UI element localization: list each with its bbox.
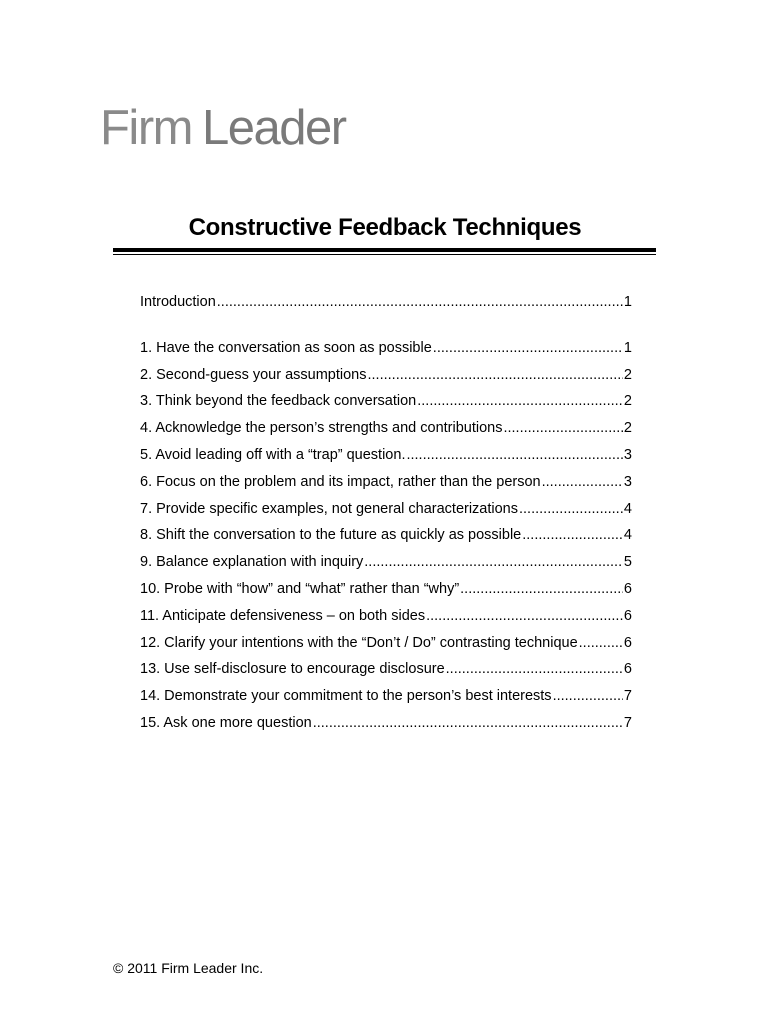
toc-entry-label: 4. Acknowledge the person’s strengths and contributions — [140, 420, 503, 437]
toc-entry-page: 4 — [623, 527, 632, 544]
toc-entry[interactable] — [140, 340, 632, 367]
toc-entry-label: 7. Provide specific examples, not general characterizations — [140, 500, 518, 517]
toc-dot-leader — [364, 554, 623, 570]
toc-entry-label: 15. Ask one more question — [140, 714, 312, 731]
toc-entry[interactable] — [140, 447, 632, 474]
toc-dot-leader — [217, 294, 623, 310]
toc-entry[interactable] — [140, 367, 632, 394]
toc-dot-leader — [426, 608, 623, 624]
table-of-contents — [140, 294, 632, 742]
title-rule-thin — [113, 254, 656, 255]
toc-entry-page: 4 — [623, 500, 632, 517]
toc-dot-leader — [579, 635, 623, 651]
toc-entry-page: 7 — [623, 688, 632, 705]
toc-entry-page: 2 — [623, 420, 632, 437]
toc-entry[interactable] — [140, 554, 632, 581]
toc-entry[interactable] — [140, 393, 632, 420]
toc-entry-label: 11. Anticipate defensiveness – on both sides — [140, 607, 426, 624]
toc-entry[interactable] — [140, 474, 632, 501]
toc-entry-label: 1. Have the conversation as soon as possible — [140, 339, 432, 356]
toc-entry-page: 1 — [623, 339, 632, 356]
toc-entry-page: 3 — [623, 473, 632, 490]
toc-dot-leader — [417, 393, 623, 409]
logo-firm-text: Firm — [100, 101, 192, 155]
toc-entry[interactable] — [140, 420, 632, 447]
toc-entry-page: 3 — [623, 446, 632, 463]
toc-entry-label: 12. Clarify your intentions with the “Don’t / Do” contrasting technique — [140, 634, 578, 651]
toc-dot-leader — [313, 715, 623, 731]
toc-dot-leader — [519, 501, 623, 517]
toc-entry-label: 2. Second-guess your assumptions — [140, 366, 367, 383]
toc-entry-page: 2 — [623, 366, 632, 383]
toc-entry[interactable] — [140, 608, 632, 635]
document-title: Constructive Feedback Techniques — [188, 214, 582, 241]
toc-dot-leader — [406, 447, 622, 463]
toc-entry-label: 8. Shift the conversation to the future as quickly as possible — [140, 527, 522, 544]
toc-entry-introduction[interactable] — [140, 294, 632, 321]
toc-dot-leader — [542, 474, 623, 490]
toc-entry-label: Introduction — [140, 294, 216, 310]
toc-entry-label: 5. Avoid leading off with a “trap” question. — [140, 446, 406, 463]
toc-dot-leader — [503, 420, 622, 436]
toc-dot-leader — [522, 527, 623, 543]
toc-dot-leader — [368, 367, 623, 383]
toc-entry-label: 10. Probe with “how” and “what” rather than “why” — [140, 580, 460, 597]
toc-entry-page: 5 — [623, 554, 632, 571]
toc-entry[interactable] — [140, 527, 632, 554]
toc-entry[interactable] — [140, 688, 632, 715]
toc-entry-label: 14. Demonstrate your commitment to the person’s best interests — [140, 688, 552, 705]
toc-entry-page: 6 — [623, 607, 632, 624]
copyright-footer: © 2011 Firm Leader Inc. — [113, 960, 264, 976]
toc-entry-page: 2 — [623, 393, 632, 410]
toc-dot-leader — [553, 688, 623, 704]
toc-entry[interactable] — [140, 635, 632, 662]
title-rule-thick — [113, 248, 656, 252]
toc-entry-page: 6 — [623, 580, 632, 597]
toc-entry[interactable] — [140, 581, 632, 608]
toc-entry-label: 6. Focus on the problem and its impact, rather than the person — [140, 473, 541, 490]
toc-entry-label: 3. Think beyond the feedback conversation — [140, 393, 417, 410]
toc-entry-page: 6 — [623, 634, 632, 651]
toc-entries — [140, 340, 632, 742]
toc-entry[interactable] — [140, 501, 632, 528]
toc-entry-label: 13. Use self-disclosure to encourage disclosure — [140, 661, 445, 678]
toc-entry-label: 9. Balance explanation with inquiry — [140, 554, 364, 571]
logo-leader-text: Leader — [201, 101, 346, 155]
toc-entry-page: 7 — [623, 714, 632, 731]
toc-entry[interactable] — [140, 661, 632, 688]
toc-entry-page: 1 — [623, 294, 632, 310]
toc-dot-leader — [460, 581, 623, 597]
toc-entry-page: 6 — [623, 661, 632, 678]
toc-dot-leader — [446, 661, 623, 677]
toc-dot-leader — [433, 340, 623, 356]
firm-leader-logo — [100, 101, 346, 155]
toc-entry[interactable] — [140, 715, 632, 742]
